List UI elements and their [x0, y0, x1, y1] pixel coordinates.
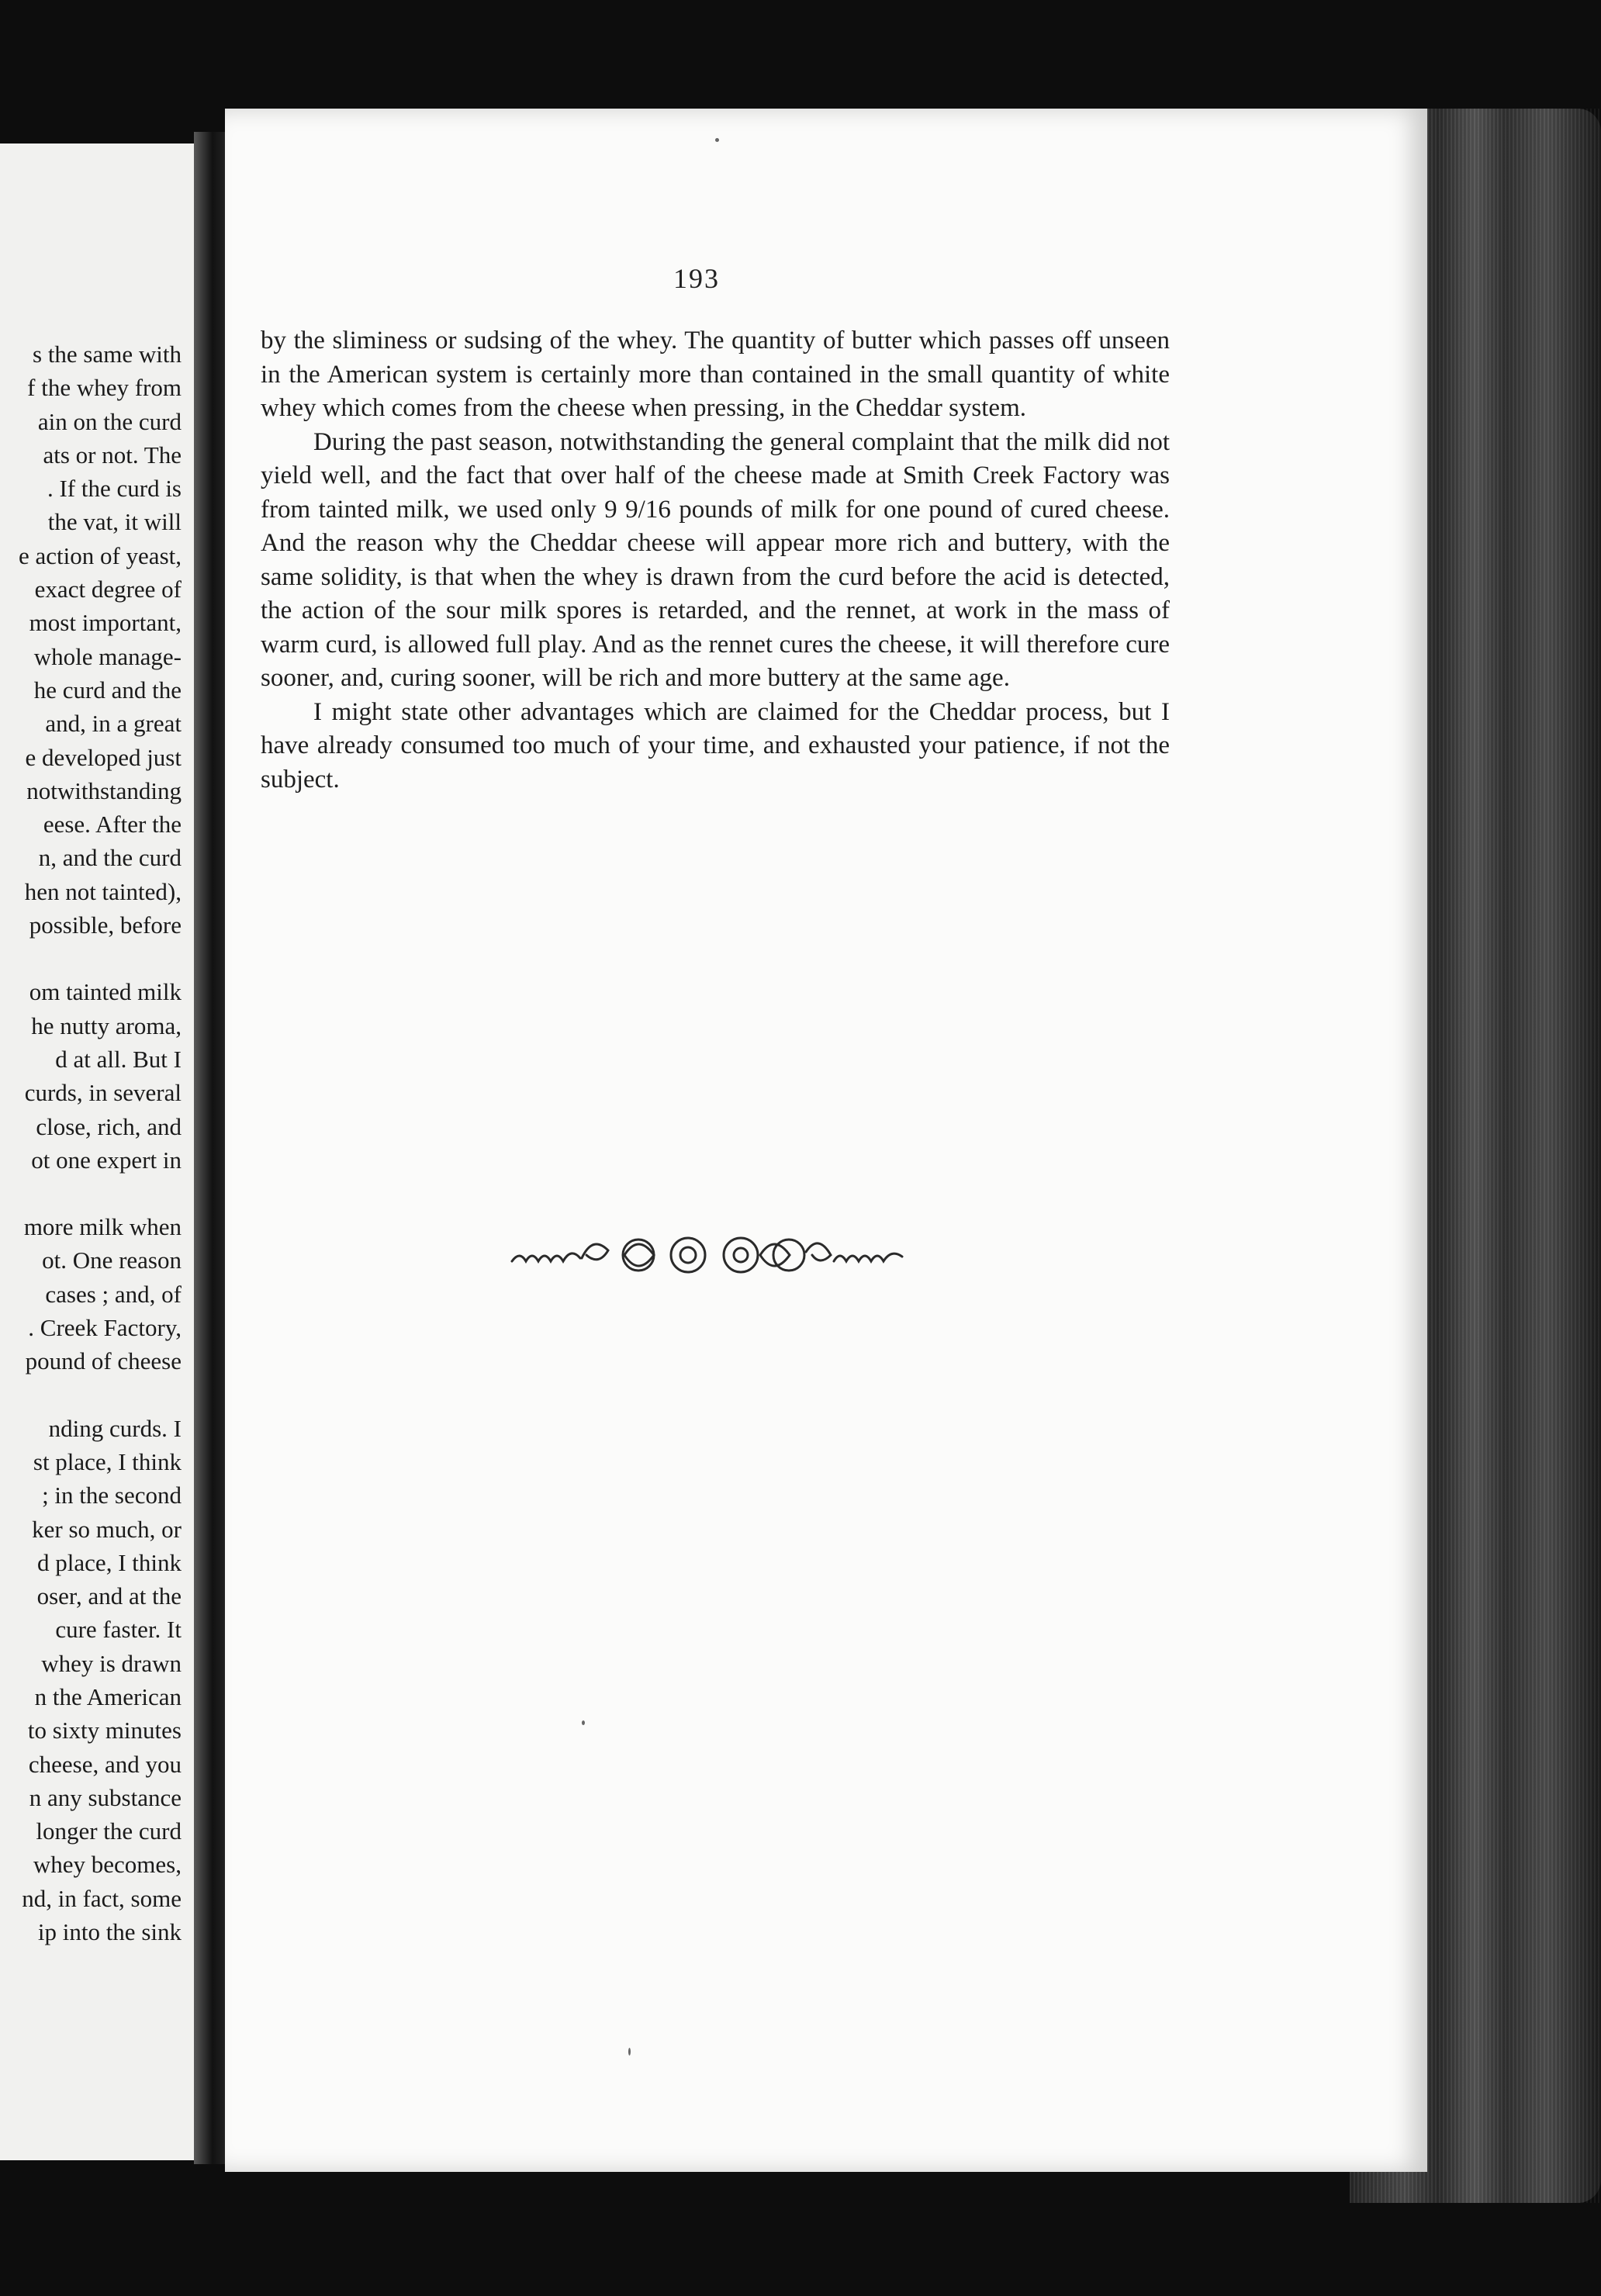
film-speck — [628, 2048, 631, 2056]
left-page-line: whole manage- — [33, 642, 182, 670]
left-page-line: ot one expert in — [31, 1146, 182, 1174]
left-page-line: ; in the second — [42, 1482, 182, 1509]
left-page-line: . If the curd is — [47, 475, 182, 503]
left-page-line: hen not tainted), — [24, 877, 182, 905]
left-page-line: n any substance — [29, 1783, 182, 1811]
left-page-line: ker so much, or — [32, 1515, 182, 1543]
left-page-line: whey is drawn — [41, 1649, 182, 1677]
left-page-line: ats or not. The — [43, 441, 182, 469]
left-page-text-column — [0, 337, 182, 1948]
book-gutter — [194, 132, 225, 2164]
left-page-line: whey becomes, — [33, 1851, 182, 1879]
left-page-line: ain on the curd — [37, 407, 182, 435]
left-page-line: notwithstanding — [26, 776, 182, 804]
left-page-line: om tainted milk — [29, 978, 182, 1006]
left-page-line: pound of cheese — [25, 1347, 182, 1375]
page-number: 193 — [673, 263, 720, 294]
left-page-line: nding curds. I — [48, 1414, 182, 1442]
left-page-line: d place, I think — [37, 1548, 182, 1576]
left-page-line: he nutty aroma, — [31, 1011, 182, 1039]
left-page-line: to sixty minutes — [27, 1717, 182, 1744]
scroll-flourish-ornament-icon — [508, 1232, 923, 1278]
left-page-line: oser, and at the — [36, 1582, 182, 1610]
left-page-line: close, rich, and — [36, 1112, 182, 1140]
film-speck — [715, 138, 719, 142]
left-page-line: n, and the curd — [38, 844, 182, 872]
left-page-line: the vat, it will — [47, 508, 182, 536]
left-page-line: he curd and the — [33, 676, 182, 704]
left-page-line: cases ; and, of — [45, 1280, 182, 1308]
left-page-line: most important, — [29, 609, 182, 637]
left-page-gap — [0, 1378, 182, 1412]
left-page — [0, 144, 194, 2160]
left-page-gap — [0, 942, 182, 975]
left-page-line: s the same with — [33, 341, 182, 368]
left-page-line: st place, I think — [33, 1447, 182, 1475]
left-page-line: more milk when — [23, 1213, 182, 1241]
paragraph-1: by the sliminess or sudsing of the whey. The quantity of butter which passes off unseen in the American system is certainly more than contained in the small quantity of white whey which comes from the cheese when pressing, in the Cheddar system. — [261, 327, 1170, 422]
left-page-line: e developed just — [25, 743, 182, 771]
left-page-line: . Creek Factory, — [28, 1314, 182, 1342]
left-page-line: cure faster. It — [55, 1616, 182, 1644]
left-page-line: possible, before — [29, 911, 182, 939]
left-page-line: e action of yeast, — [18, 541, 182, 569]
left-page-line: ot. One reason — [42, 1247, 182, 1274]
paragraph-2: During the past season, notwithstanding the general complaint that the milk did not yield well, and the fact that over half of the cheese made at Smith Creek Factory was from tainted milk, we used only 9 9/16 pounds of milk for one pound of cured cheese. And the reason why the Cheddar cheese will appear more rich and buttery, with the same solidity, is that when the whey is drawn from the curd before the acid is detected, the action of the sour milk spores is retarded, and the rennet, at work in the mass of warm curd, is allowed full play. And as the rennet cures the cheese, it will therefore cure sooner, and, curing sooner, will be rich and more buttery at the same age. — [261, 427, 1170, 692]
left-page-gap — [0, 1177, 182, 1210]
left-page-line: nd, in fact, some — [22, 1884, 182, 1912]
left-page-line: longer the curd — [36, 1817, 182, 1845]
left-page-line: d at all. But I — [55, 1045, 182, 1073]
left-page-line: eese. After the — [43, 811, 182, 839]
left-page-line: n the American — [34, 1682, 182, 1710]
left-page-line: f the whey from — [27, 374, 182, 402]
left-page-line: exact degree of — [34, 576, 182, 603]
left-page-line: and, in a great — [45, 710, 182, 738]
paragraph-3: I might state other advantages which are claimed for the Cheddar process, but I have already consumed too much of your time, and exhausted your patience, if not the subject. — [261, 697, 1170, 794]
page-body-text — [261, 324, 1170, 797]
left-page-line: curds, in several — [24, 1079, 182, 1107]
film-speck — [582, 1720, 585, 1725]
left-page-line: cheese, and you — [28, 1750, 182, 1778]
left-page-line: ip into the sink — [37, 1918, 182, 1946]
